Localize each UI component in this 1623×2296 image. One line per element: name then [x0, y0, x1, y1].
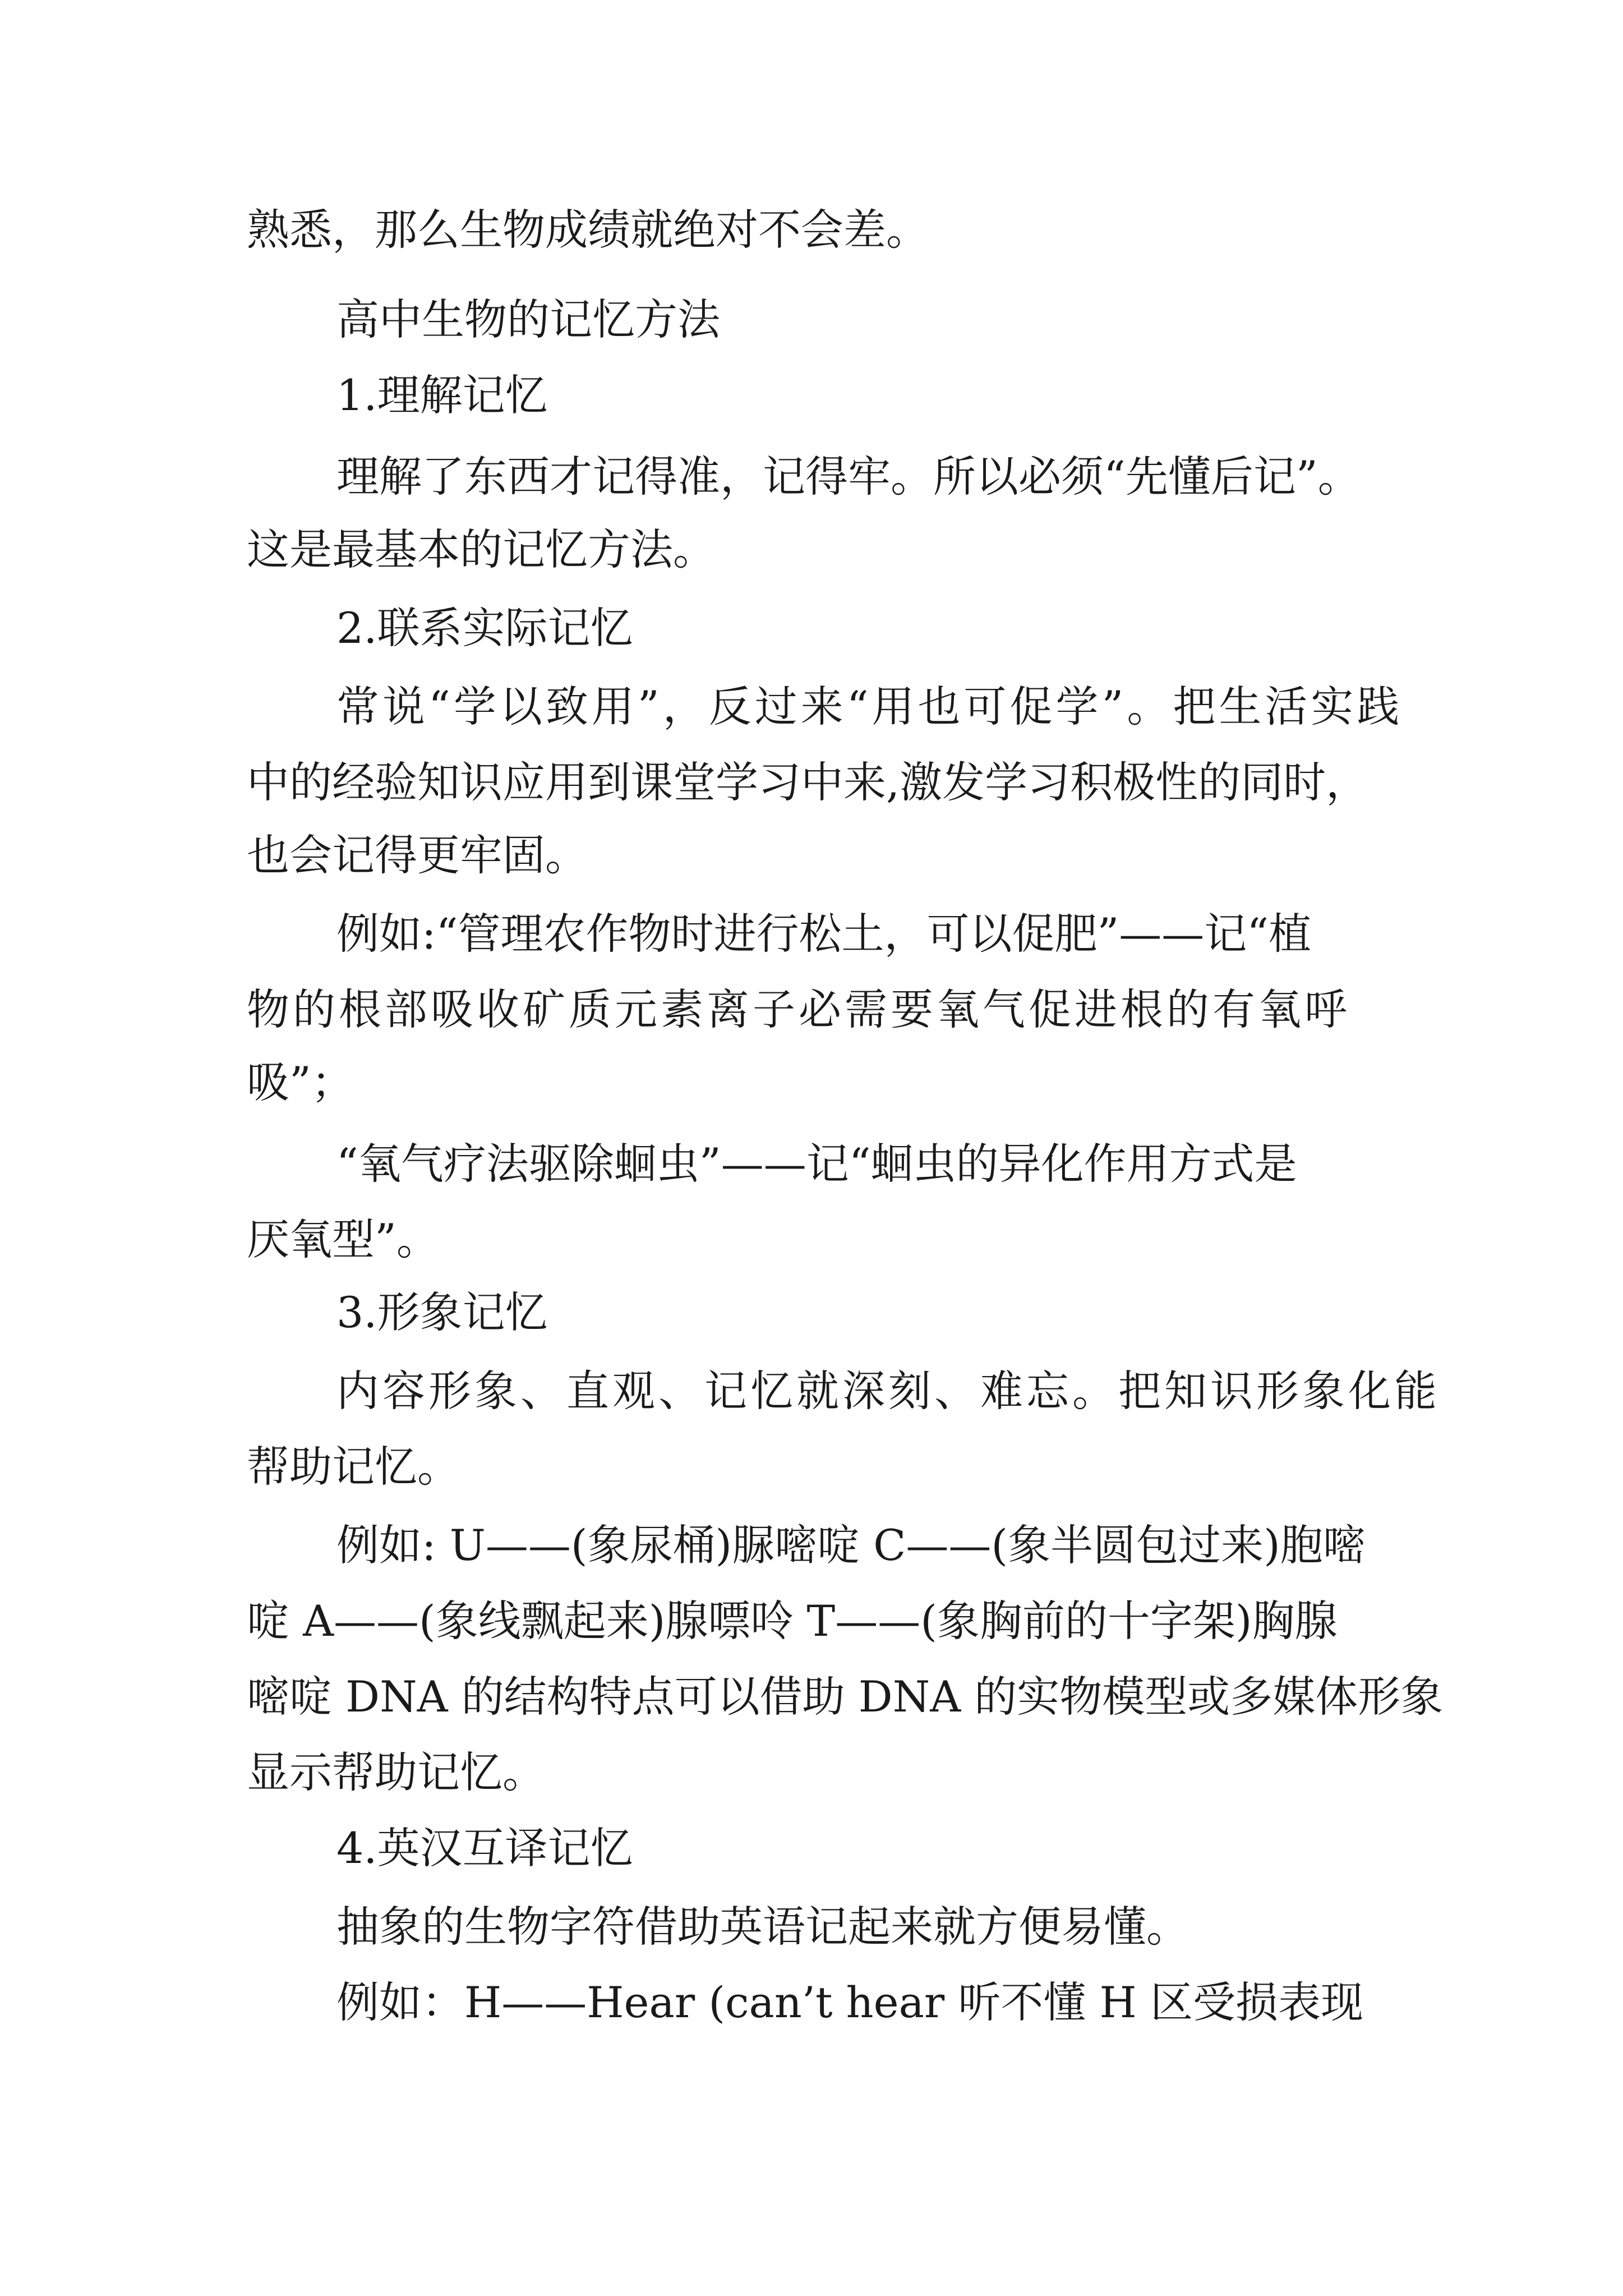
paragraph-line: 帮助记忆。 [247, 1442, 460, 1492]
subheading-practical-memory: 2.联系实际记忆 [336, 603, 633, 653]
paragraph-line: 内容形象、直观、记忆就深刻、难忘。把知识形象化能 [336, 1366, 1440, 1416]
paragraph-line: 物的根部吸收矿质元素离子必需要氧气促进根的有氧呼 [247, 984, 1350, 1034]
paragraph-line: 例如: U——(象尿桶)脲嘧啶 C——(象半圆包过来)胞嘧 [336, 1520, 1366, 1570]
paragraph-line: “氧气疗法驱除蛔虫”——记“蛔虫的异化作用方式是 [336, 1139, 1297, 1189]
paragraph-line: 啶 A——(象线飘起来)腺嘌呤 T——(象胸前的十字架)胸腺 [247, 1596, 1338, 1646]
paragraph-line: 常说“学以致用”，反过来“用也可促学”。把生活实践 [336, 682, 1403, 731]
paragraph-line: 例如：H——Hear (can’t hear 听不懂 H 区受损表现 [336, 1977, 1363, 2027]
paragraph-line: 也会记得更牢固。 [247, 830, 588, 880]
paragraph-line: 抽象的生物字符借助英语记起来就方便易懂。 [336, 1902, 1189, 1952]
subheading-understanding-memory: 1.理解记忆 [336, 370, 548, 420]
paragraph-line: 中的经验知识应用到课堂学习中来,激发学习积极性的同时， [247, 757, 1369, 807]
paragraph-line: 嘧啶 DNA 的结构特点可以借助 DNA 的实物模型或多媒体形象 [247, 1672, 1444, 1722]
paragraph-line: 厌氧型”。 [247, 1214, 439, 1264]
paragraph-line: 理解了东西才记得准，记得牢。所以必须“先懂后记”。 [336, 452, 1361, 501]
paragraph-line: 这是最基本的记忆方法。 [247, 524, 716, 574]
section-heading: 高中生物的记忆方法 [336, 295, 720, 344]
subheading-image-memory: 3.形象记忆 [336, 1287, 548, 1337]
paragraph-line: 显示帮助记忆。 [247, 1747, 545, 1797]
paragraph-line: 吸”； [247, 1057, 354, 1107]
subheading-translation-memory: 4.英汉互译记忆 [336, 1823, 633, 1873]
paragraph-line: 熟悉，那么生物成绩就绝对不会差。 [247, 205, 929, 255]
paragraph-line: 例如:“管理农作物时进行松土，可以促肥”——记“植 [336, 909, 1312, 959]
